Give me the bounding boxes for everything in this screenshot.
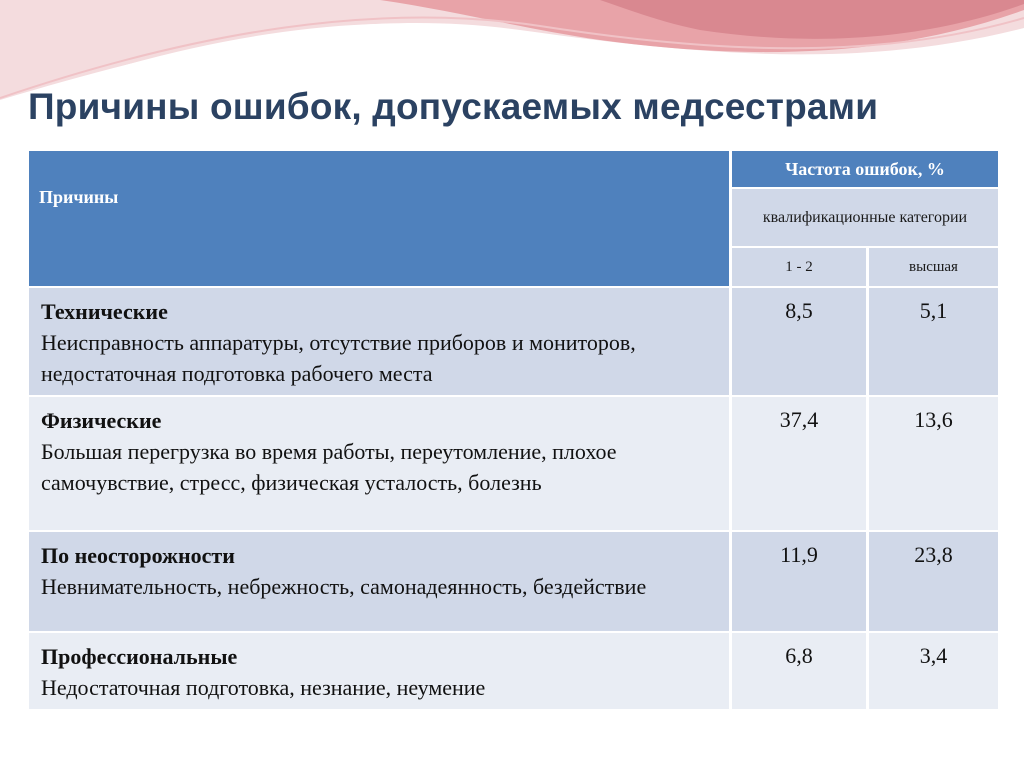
errors-table [26, 149, 1001, 711]
cause-name: Технические [41, 299, 168, 324]
slide-title: Причины ошибок, допускаемых медсестрами [28, 86, 879, 127]
header-category-1-2: 1 - 2 [732, 248, 866, 286]
cause-name: Физические [41, 408, 162, 433]
value-highest: 23,8 [869, 532, 998, 631]
header-category-highest: высшая [869, 248, 998, 286]
cause-name: Профессиональные [41, 644, 238, 669]
cause-description: Большая перегрузка во время работы, переутомление, плохое самочувствие, стресс, физическая усталость, болезнь [41, 439, 617, 495]
cause-description: Невнимательность, небрежность, самонадеянность, бездействие [41, 574, 647, 599]
cause-cell [29, 532, 729, 631]
table-row [29, 633, 998, 709]
table-row [29, 397, 998, 530]
table-row [29, 288, 998, 395]
value-1-2: 37,4 [732, 397, 866, 530]
header-causes: Причины [29, 151, 729, 286]
table-row [29, 532, 998, 631]
cause-cell [29, 288, 729, 395]
header-frequency: Частота ошибок, % [732, 151, 998, 187]
value-highest: 3,4 [869, 633, 998, 709]
cause-cell [29, 397, 729, 530]
cause-description: Неисправность аппаратуры, отсутствие приборов и мониторов, недостаточная подготовка рабочего места [41, 330, 636, 386]
cause-cell [29, 633, 729, 709]
value-highest: 5,1 [869, 288, 998, 395]
cause-description: Недостаточная подготовка, незнание, неумение [41, 675, 486, 700]
cause-name: По неосторожности [41, 543, 235, 568]
header-qualification-categories: квалификационные категории [732, 189, 998, 246]
value-1-2: 11,9 [732, 532, 866, 631]
value-highest: 13,6 [869, 397, 998, 530]
value-1-2: 6,8 [732, 633, 866, 709]
value-1-2: 8,5 [732, 288, 866, 395]
